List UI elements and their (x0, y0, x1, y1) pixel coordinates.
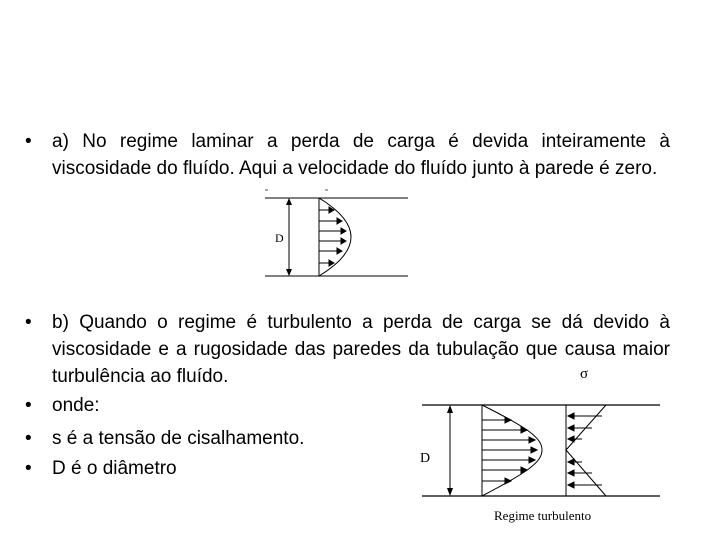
turbulent-caption: Regime turbulento (494, 508, 592, 523)
laminar-flow-figure (255, 186, 415, 282)
bullet-marker: • (25, 458, 32, 479)
laminar-diameter-label: D (275, 231, 284, 245)
sigma-label: σ (580, 366, 589, 382)
bullet-marker: • (25, 395, 32, 416)
bullet-s (25, 425, 304, 452)
bullet-marker: • (25, 312, 32, 333)
bullet-a (25, 128, 670, 182)
bullet-marker: • (25, 131, 32, 152)
bullet-d (25, 455, 177, 482)
bullet-d-text: D é o diâmetro (52, 458, 177, 479)
turbulent-flow-figure (410, 358, 670, 530)
bullet-b-text: b) Quando o regime é turbulento a perda de carga se dá devido à viscosidade e a rugosidade das paredes da tubulação que causa maior turbulência ao fluído. (52, 312, 670, 387)
bullet-s-text: s é a tensão de cisalhamento. (52, 428, 305, 449)
bullet-marker: • (25, 428, 32, 449)
bullet-a-text: a) No regime laminar a perda de carga é devida inteiramente à viscosidade do fluído. Aqui a velocidade do fluído junto à parede é zero. (52, 131, 670, 179)
turbulent-diameter-label: D (420, 451, 431, 466)
bullet-onde (25, 392, 100, 419)
bullet-onde-text: onde: (52, 395, 100, 416)
